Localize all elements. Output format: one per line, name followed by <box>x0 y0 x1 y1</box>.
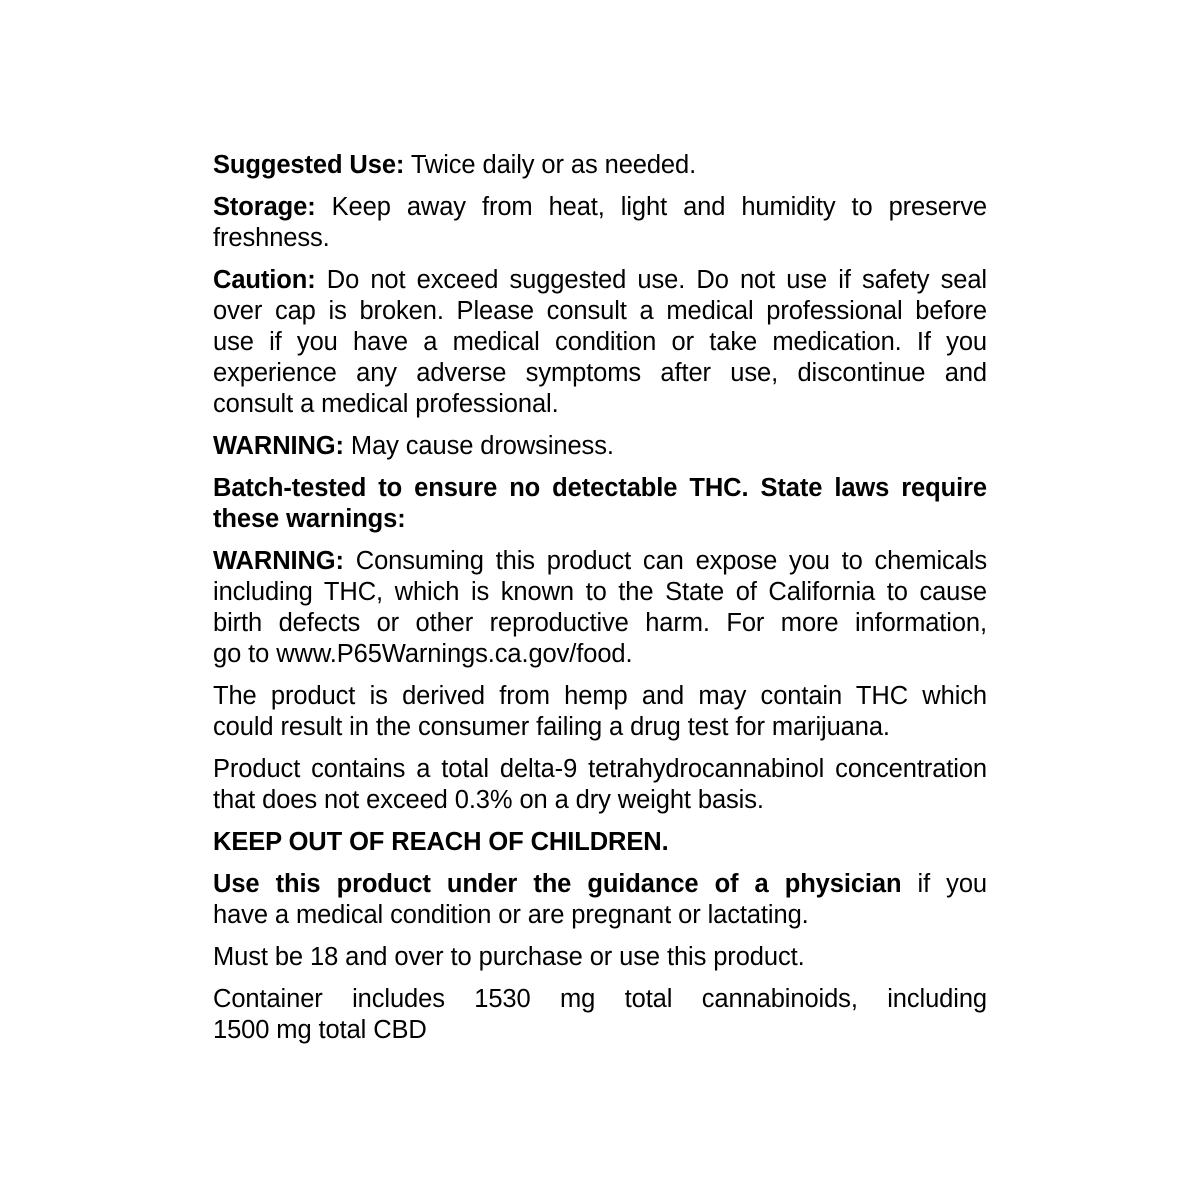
text-line <box>213 327 987 358</box>
text-line <box>213 639 987 670</box>
bold-lead: WARNING: <box>213 547 344 575</box>
text-line <box>213 358 987 389</box>
text-line <box>213 265 987 296</box>
text-line <box>213 296 987 327</box>
paragraph-caution <box>213 265 987 420</box>
text-line <box>213 504 987 535</box>
regular-text: Container includes 1530 mg total cannabinoids, including <box>213 985 987 1013</box>
text-line <box>213 754 987 785</box>
regular-text: Consuming this product can expose you to chemicals <box>343 547 987 575</box>
bold-lead: Storage: <box>213 193 316 221</box>
regular-text: use if you have a medical condition or take medication. If you <box>213 328 987 356</box>
text-line <box>213 223 987 254</box>
text-line <box>213 150 987 181</box>
text-line <box>213 192 987 223</box>
text-line <box>213 681 987 712</box>
regular-text: have a medical condition or are pregnant or lactating. <box>213 901 809 929</box>
paragraph-physician-guidance <box>213 869 987 931</box>
text-line <box>213 869 987 900</box>
text-line <box>213 942 987 973</box>
text-line <box>213 785 987 816</box>
text-line <box>213 389 987 420</box>
regular-text: experience any adverse symptoms after use, discontinue and <box>213 359 987 387</box>
regular-text: Must be 18 and over to purchase or use this product. <box>213 943 805 971</box>
text-line <box>213 900 987 931</box>
regular-text: The product is derived from hemp and may contain THC which <box>213 682 987 710</box>
bold-lead: these warnings: <box>213 505 406 533</box>
product-label-text-panel <box>213 150 987 1046</box>
paragraph-warning-drowsiness <box>213 431 987 462</box>
regular-text: consult a medical professional. <box>213 390 559 418</box>
paragraph-suggested-use <box>213 150 987 181</box>
paragraph-age-requirement <box>213 942 987 973</box>
paragraph-delta9-concentration <box>213 754 987 816</box>
regular-text: Twice daily or as needed. <box>404 151 697 179</box>
regular-text: birth defects or other reproductive harm. For more information, <box>213 609 987 637</box>
paragraph-storage <box>213 192 987 254</box>
regular-text: over cap is broken. Please consult a medical professional before <box>213 297 987 325</box>
paragraph-batch-tested <box>213 473 987 535</box>
text-line <box>213 608 987 639</box>
bold-lead: WARNING: <box>213 432 344 460</box>
regular-text: Do not exceed suggested use. Do not use if safety seal <box>315 266 987 294</box>
paragraph-cannabinoid-content <box>213 984 987 1046</box>
text-line <box>213 431 987 462</box>
text-line <box>213 1015 987 1046</box>
bold-lead: Suggested Use: <box>213 151 405 179</box>
regular-text: if you <box>901 870 987 898</box>
text-line <box>213 577 987 608</box>
text-line <box>213 546 987 577</box>
p65-url-text: go to www.P65Warnings.ca.gov/food. <box>213 640 633 668</box>
bold-lead: Caution: <box>213 266 316 294</box>
text-line <box>213 473 987 504</box>
regular-text: Product contains a total delta-9 tetrahydrocannabinol concentration <box>213 755 987 783</box>
regular-text: 1500 mg total CBD <box>213 1016 427 1044</box>
bold-lead: Use this product under the guidance of a physician <box>213 870 902 898</box>
text-line <box>213 712 987 743</box>
paragraph-hemp-thc-notice <box>213 681 987 743</box>
text-line <box>213 984 987 1015</box>
regular-text: that does not exceed 0.3% on a dry weight basis. <box>213 786 764 814</box>
paragraph-keep-out-of-reach <box>213 827 987 858</box>
regular-text: May cause drowsiness. <box>343 432 614 460</box>
regular-text: freshness. <box>213 224 330 252</box>
text-line <box>213 827 987 858</box>
regular-text: including THC, which is known to the State of California to cause <box>213 578 987 606</box>
bold-lead: Batch-tested to ensure no detectable THC. State laws require <box>213 474 987 502</box>
regular-text: could result in the consumer failing a drug test for marijuana. <box>213 713 890 741</box>
bold-lead: KEEP OUT OF REACH OF CHILDREN. <box>213 828 669 856</box>
paragraph-warning-prop65 <box>213 546 987 670</box>
regular-text: Keep away from heat, light and humidity to preserve <box>315 193 987 221</box>
